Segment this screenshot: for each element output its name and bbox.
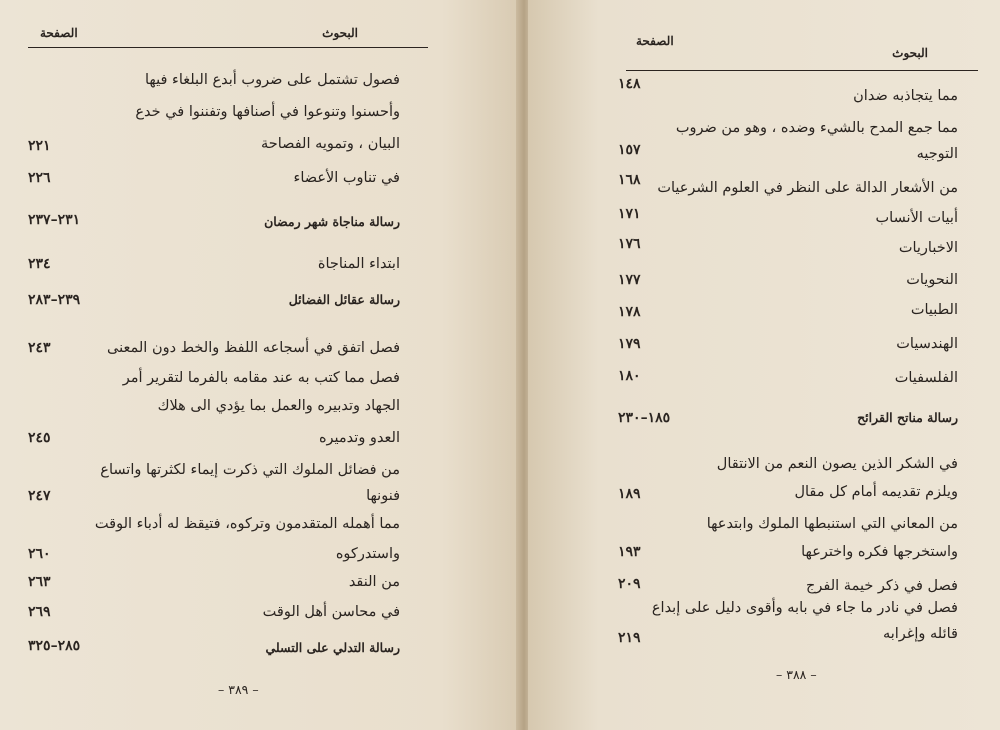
page-column-header: الصفحة bbox=[636, 34, 674, 48]
toc-page-number: ٢٢١ bbox=[28, 138, 51, 154]
header-rule bbox=[28, 47, 428, 48]
section-title: رسالة مناجاة شهر رمضان bbox=[264, 214, 400, 229]
page-number-footer: – ٣٨٩ – bbox=[218, 682, 259, 697]
section-title: رسالة مناتح القرائح bbox=[857, 410, 958, 425]
toc-page-number: ٢٤٥ bbox=[28, 430, 51, 446]
toc-entry-line: من النقد bbox=[348, 574, 400, 590]
toc-entry-line: قائله وإغرابه bbox=[882, 626, 958, 642]
toc-entry-line: من المعاني التي استنبطها الملوك وابتدعها bbox=[706, 516, 958, 532]
header-rule bbox=[626, 70, 978, 71]
toc-page-number: ٢٣٤ bbox=[28, 256, 51, 272]
toc-entry-line: فصل في نادر ما جاء في بابه وأقوى دليل على إبداع bbox=[651, 600, 958, 616]
toc-entry-line: التوجيه bbox=[916, 146, 958, 162]
toc-entry-line: في الشكر الذين يصون النعم من الانتقال bbox=[716, 456, 958, 472]
right-page bbox=[528, 0, 1000, 730]
toc-entry-line: مما أهمله المتقدمون وتركوه، فتيقظ له أدباء الوقت bbox=[94, 516, 400, 532]
toc-page-number: ٢٦٠ bbox=[28, 546, 51, 562]
toc-page-number: ٢٦٩ bbox=[28, 604, 51, 620]
toc-entry-line: مما يتجاذبه ضدان bbox=[853, 88, 958, 104]
toc-entry-line: الفلسفيات bbox=[894, 370, 958, 386]
toc-entry-line: الاخباريات bbox=[898, 240, 958, 256]
toc-page-number: ١٧١ bbox=[618, 206, 641, 222]
toc-page-number: ٢٢٦ bbox=[28, 170, 51, 186]
toc-entry-line: في محاسن أهل الوقت bbox=[262, 604, 400, 620]
toc-entry-line: واستخرجها فكره واخترعها bbox=[801, 544, 958, 560]
toc-entry-line: الجهاد وتدبيره والعمل بما يؤدي الى هلاك bbox=[157, 398, 400, 414]
toc-entry-line: الطبيات bbox=[910, 302, 958, 318]
toc-page-number: ١٧٦ bbox=[618, 236, 641, 252]
toc-entry-line: فصل اتفق في أسجاعه اللفظ والخط دون المعنى bbox=[107, 340, 400, 356]
toc-entry-line: من فضائل الملوك التي ذكرت إيماء لكثرتها واتساع bbox=[100, 462, 400, 478]
toc-entry-line: الهندسيات bbox=[896, 336, 958, 352]
toc-page-number: ٢٤٧ bbox=[28, 488, 51, 504]
toc-page-number: ٢١٩ bbox=[618, 630, 641, 646]
toc-page-number: ١٧٩ bbox=[618, 336, 641, 352]
toc-page-number: ٢٨٥–٣٢٥ bbox=[28, 638, 81, 654]
toc-page-number: ٢٦٣ bbox=[28, 574, 51, 590]
toc-page-number: ٢٣١–٢٣٧ bbox=[28, 212, 81, 228]
toc-entry-line: فصول تشتمل على ضروب أبدع البلغاء فيها bbox=[145, 72, 400, 88]
toc-page-number: ١٨٩ bbox=[618, 486, 641, 502]
toc-entry-line: واستدركوه bbox=[335, 546, 400, 562]
toc-page-number: ١٧٨ bbox=[618, 304, 641, 320]
toc-page-number: ١٩٣ bbox=[618, 544, 641, 560]
toc-entry-line: أبيات الأنساب bbox=[875, 210, 958, 226]
toc-entry-line: ابتداء المناجاة bbox=[317, 256, 400, 272]
section-title: رسالة عقائل الفضائل bbox=[288, 292, 400, 307]
toc-entry-line: في تناوب الأعضاء bbox=[293, 170, 400, 186]
toc-entry-line: فصل في ذكر خيمة الفرج bbox=[806, 578, 958, 594]
toc-entry-line: من الأشعار الدالة على النظر في العلوم الشرعيات bbox=[657, 180, 958, 196]
toc-page-number: ٢٣٩–٢٨٣ bbox=[28, 292, 81, 308]
toc-page-number: ١٥٧ bbox=[618, 142, 641, 158]
page-number-footer: – ٣٨٨ – bbox=[776, 667, 817, 682]
toc-page-number: ١٨٥–٢٣٠ bbox=[618, 410, 671, 426]
toc-page-number: ١٤٨ bbox=[618, 76, 641, 92]
toc-entry-line: البيان ، وتمويه الفصاحة bbox=[260, 136, 400, 152]
section-title: رسالة التدلي على التسلي bbox=[265, 640, 400, 655]
page-column-header: الصفحة bbox=[40, 26, 78, 40]
toc-page-number: ١٧٧ bbox=[618, 272, 641, 288]
toc-entry-line: العدو وتدميره bbox=[318, 430, 400, 446]
toc-page-number: ١٦٨ bbox=[618, 172, 641, 188]
toc-page-number: ٢٠٩ bbox=[618, 576, 641, 592]
toc-entry-line: مما جمع المدح بالشيء وضده ، وهو من ضروب bbox=[675, 120, 958, 136]
toc-entry-line: فنونها bbox=[366, 488, 400, 504]
toc-entry-line: فصل مما كتب به عند مقامه بالفرما لتقرير أمر bbox=[122, 370, 400, 386]
contents-column-header: البحوث bbox=[892, 46, 928, 60]
toc-entry-line: ويلزم تقديمه أمام كل مقال bbox=[794, 484, 958, 500]
toc-entry-line: النحويات bbox=[906, 272, 958, 288]
toc-page-number: ٢٤٣ bbox=[28, 340, 51, 356]
contents-column-header: البحوث bbox=[322, 26, 358, 40]
toc-entry-line: وأحسنوا وتنوعوا في أصنافها وتفننوا في خدع bbox=[135, 104, 400, 120]
toc-page-number: ١٨٠ bbox=[618, 368, 641, 384]
